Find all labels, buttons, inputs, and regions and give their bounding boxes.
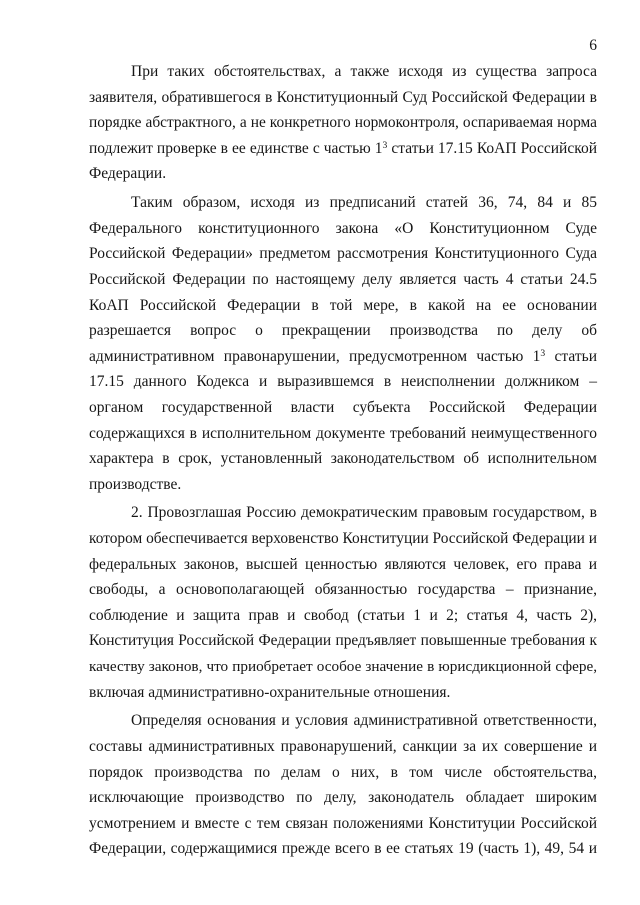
paragraph bbox=[89, 500, 597, 705]
text-line: составы административных правонарушений, санкции за их совершение и bbox=[89, 738, 597, 755]
text-line: свободы, а основополагающей обязанностью государства – признание, bbox=[89, 581, 597, 599]
text-line: 2. Провозглашая Россию демократическим правовым государством, в bbox=[131, 504, 597, 522]
text-line: усмотрением и вместе с тем связан положениями Конституции Российской bbox=[89, 814, 597, 832]
superscript: 3 bbox=[382, 139, 388, 151]
document-body bbox=[89, 59, 597, 862]
text-line: порядок производства по делам о них, в том числе обстоятельства, bbox=[89, 763, 597, 781]
text-line: включая административно-охранительные отношения. bbox=[89, 683, 451, 701]
text-segment: статьи bbox=[545, 347, 597, 365]
text-line: КоАП Российской Федерации в той мере, в какой на ее основании bbox=[89, 296, 597, 314]
text-line: Федерального конституционного закона «О Конституционном Суде bbox=[89, 219, 597, 237]
text-line: Таким образом, исходя из предписаний статей 36, 74, 84 и 85 bbox=[131, 194, 597, 212]
paragraph bbox=[89, 708, 597, 862]
text-line: производстве. bbox=[89, 475, 182, 493]
superscript: 3 bbox=[540, 347, 546, 359]
page-number: 6 bbox=[589, 37, 597, 54]
text-line: разрешается вопрос о прекращении производства по делу об bbox=[89, 322, 597, 340]
text-line: Конституция Российской Федерации предъявляет повышенные требования к bbox=[89, 632, 597, 650]
text-line: заявителя, обратившегося в Конституционный Суд Российской Федерации в bbox=[89, 88, 597, 106]
text-line: федеральных законов, высшей ценностью являются человек, его права и bbox=[89, 555, 597, 573]
text-line: Федерации, содержащимися прежде всего в ее статьях 19 (часть 1), 49, 54 и bbox=[89, 840, 597, 858]
text-line: порядке абстрактного, а не конкретного нормоконтроля, оспариваемая норма bbox=[89, 114, 597, 132]
text-line: содержащихся в исполнительном документе требований неимущественного bbox=[89, 424, 597, 442]
text-line bbox=[89, 344, 597, 370]
paragraph bbox=[89, 59, 597, 187]
text-segment: подлежит проверке в ее единстве с частью 1 bbox=[89, 139, 383, 157]
text-line: Российской Федерации» предметом рассмотрения Конституционного Суда bbox=[89, 245, 597, 263]
text-line: 17.15 данного Кодекса и выразившемся в неисполнении должником – bbox=[89, 373, 597, 391]
text-segment: статьи 17.15 КоАП Российской bbox=[387, 139, 597, 157]
text-line: соблюдение и защита прав и свобод (статьи 1 и 2; статья 4, часть 2), bbox=[89, 606, 597, 624]
text-segment: административном правонарушении, предусмотренном частью 1 bbox=[89, 347, 541, 365]
text-line: Российской Федерации по настоящему делу является часть 4 статьи 24.5 bbox=[89, 270, 597, 288]
text-line: При таких обстоятельствах, а также исходя из существа запроса bbox=[131, 63, 597, 80]
text-line: Определяя основания и условия административной ответственности, bbox=[131, 712, 597, 730]
text-line: исключающие производство по делу, законодатель обладает широким bbox=[89, 789, 597, 807]
text-line: котором обеспечивается верховенство Конституции Российской Федерации и bbox=[89, 530, 597, 548]
text-line: органом государственной власти субъекта Российской Федерации bbox=[89, 398, 597, 416]
text-line: Федерации. bbox=[89, 165, 167, 183]
text-line: характера в срок, установленный законодательством об исполнительном bbox=[89, 450, 597, 468]
paragraph bbox=[89, 190, 597, 497]
text-line bbox=[89, 136, 597, 162]
text-line: качеству законов, что приобретает особое значение в юрисдикционной сфере, bbox=[89, 658, 597, 676]
